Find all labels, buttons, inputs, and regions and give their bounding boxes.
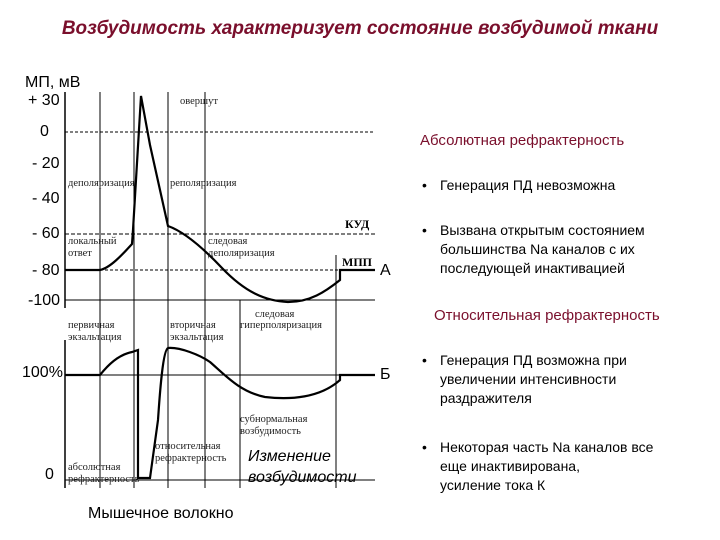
relative-bullet-2-line-1: Некоторая часть Na каналов все [440,439,654,455]
local-response-label-1: локальный [68,236,117,247]
tick-minus40: - 40 [32,190,60,207]
caption: Мышечное волокно [88,505,234,522]
relative-heading: Относительная рефрактерность [434,307,660,324]
absolute-heading: Абсолютная рефрактерность [420,132,625,149]
graph-b-letter: Б [380,366,391,383]
absolute-bullet-1 [420,176,615,195]
relative-bullet-2 [420,438,653,495]
secondary-exaltation-1: вторичная [170,320,216,331]
relative-bullet-1-line-1: Генерация ПД возможна при [440,352,627,368]
overshoot-label: овершут [180,96,218,107]
absolute-bullet-2-line-1: Вызвана открытым состоянием [440,222,645,238]
change-note [248,446,356,488]
tick-minus80: - 80 [32,262,60,279]
graph-a-letter: А [380,262,391,279]
relative-bullet-1-line-3: раздражителя [440,390,532,406]
absolute-refr-label-1: абсолютная [68,462,121,473]
tick-0-b: 0 [45,466,54,483]
tick-0: 0 [40,123,49,140]
trace-depol-label-1: следовая [208,236,248,247]
kud-label: КУД [345,217,370,231]
absolute-bullet-2 [420,221,645,278]
bullet-dot: • [422,352,427,368]
absolute-bullet-2-line-2: большинства Na каналов с их [440,241,635,257]
tick-minus60: - 60 [32,225,60,242]
relative-refr-label-1: относительная [155,441,221,452]
trace-hyper-label-2: гиперполяризация [240,320,323,331]
relative-refr-label-2: рефрактерность [155,453,227,464]
tick-minus20: - 20 [32,155,60,172]
trace-hyper-label-1: следовая [255,309,295,320]
bullet-dot: • [422,222,427,238]
slide-title: Возбудимость характеризует состояние возбудимой ткани [61,18,659,39]
action-potential-trace [65,96,375,302]
primary-exaltation-2: экзальтация [68,332,122,343]
tick-minus100: -100 [28,292,61,309]
relative-bullet-1-line-2: увеличении интенсивности [440,371,617,387]
trace-depol-label-2: деполяризация [208,248,275,259]
local-response-label-2: ответ [68,248,92,259]
relative-bullet-2-line-2: еще инактивирована, [440,458,580,474]
mpp-label: МПП [342,255,372,269]
secondary-exaltation-2: экзальтация [170,332,224,343]
axis-title-a: МП, мВ [25,74,81,91]
relative-bullet-1 [420,351,627,408]
bullet-dot: • [422,439,427,455]
subnormal-label-2: возбудимость [240,426,301,437]
absolute-bullet-2-line-3: последующей инактивацией [440,260,625,276]
relative-bullet-2-line-3: усиление тока К [440,477,546,493]
absolute-refr-label-2: рефрактерность [68,474,140,485]
bullet-dot: • [422,177,427,193]
tick-plus30: + 30 [28,92,60,109]
change-note-line-2: возбудимости [248,469,357,486]
primary-exaltation-1: первичная [68,320,115,331]
tick-100pct: 100% [22,364,63,381]
absolute-bullet-1-text: Генерация ПД невозможна [440,177,616,193]
depolarization-label: деполяризация [68,178,135,189]
change-note-line-1: Изменение [248,448,331,465]
repolarization-label: реполяризация [170,178,237,189]
subnormal-label-1: субнормальная [240,414,308,425]
